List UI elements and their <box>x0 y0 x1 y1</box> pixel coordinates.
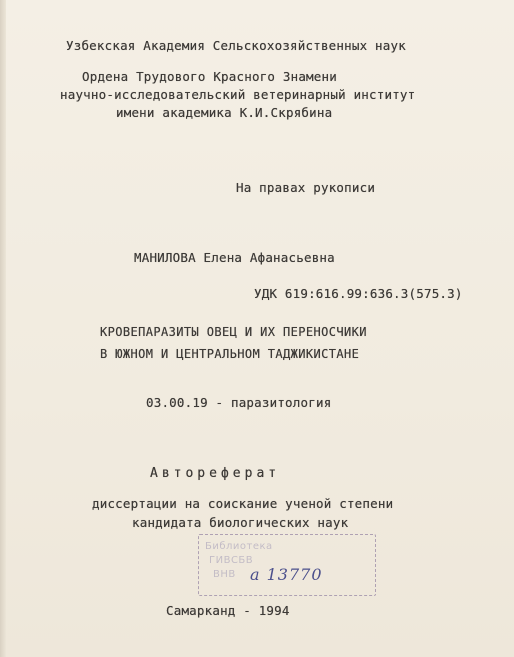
order-line: Ордена Трудового Красного Знамени <box>82 69 337 84</box>
author-name: МАНИЛОВА Елена Афанасьевна <box>134 250 335 265</box>
stamp-line-2: ГИВСБВ <box>209 555 254 566</box>
udc-code: УДК 619:616.99:636.3(575.3) <box>254 286 463 301</box>
stamp-line-3: ВНВ <box>213 569 236 580</box>
institute-line: научно-исследовательский ветеринарный институт <box>60 87 416 102</box>
thesis-title-line-1: КРОВЕПАРАЗИТЫ ОВЕЦ И ИХ ПЕРЕНОСЧИКИ <box>100 325 367 339</box>
rights-note: На правах рукописи <box>236 180 376 195</box>
named-after-line: имени академика К.И.Скрябина <box>116 105 333 120</box>
purpose-line-1: диссертации на соискание ученой степени <box>92 496 394 511</box>
inventory-number-handwritten: а 13770 <box>250 565 323 584</box>
specialty-code: 03.00.19 - паразитология <box>146 395 332 410</box>
document-type: Автореферат <box>150 466 281 481</box>
thesis-title-line-2: В ЮЖНОМ И ЦЕНТРАЛЬНОМ ТАДЖИКИСТАНЕ <box>100 347 360 361</box>
page-spine-shadow <box>0 0 6 657</box>
stamp-line-1: Библиотека <box>205 541 273 552</box>
academy-line: Узбекская Академия Сельскохозяйственных наук <box>66 38 406 53</box>
purpose-line-2: кандидата биологических наук <box>132 515 349 530</box>
city-year-footer: Самарканд - 1994 <box>166 603 290 618</box>
